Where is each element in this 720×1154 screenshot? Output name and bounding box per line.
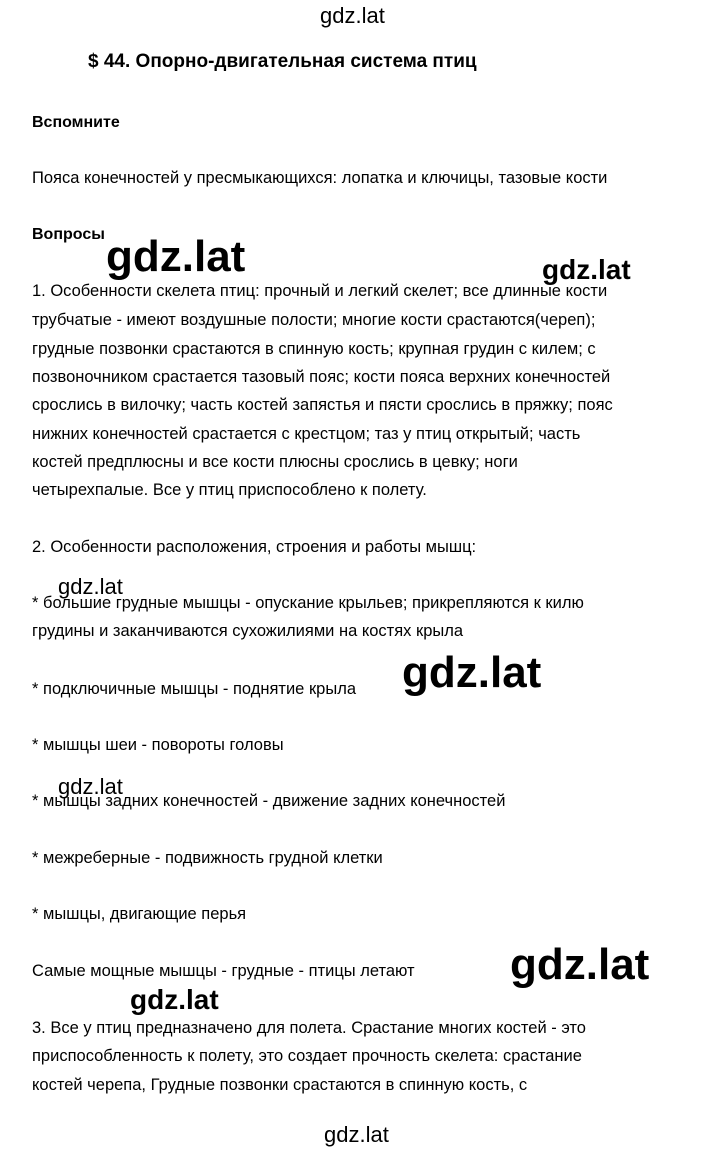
q1-line: грудные позвонки срастаются в спинную кость; крупная грудин с килем; с [32, 340, 596, 358]
remember-heading: Вспомните [32, 114, 120, 131]
q1-line: 1. Особенности скелета птиц: прочный и легкий скелет; все длинные кости [32, 282, 608, 300]
q1-line: срослись в вилочку; часть костей запястья и пясти срослись в пряжку; пояс [32, 396, 613, 414]
q2-item: * подключичные мышцы - поднятие крыла [32, 680, 356, 698]
q3-line: костей черепа, Грудные позвонки срастаются в спинную кость, с [32, 1076, 528, 1094]
watermark: gdz.lat [130, 984, 219, 1015]
q1-line: трубчатые - имеют воздушные полости; многие кости срастаются(череп); [32, 311, 596, 329]
watermark: gdz.lat [58, 774, 123, 799]
q1-line: нижних конечностей срастается с крестцом; таз у птиц открытый; часть [32, 425, 581, 443]
watermark: gdz.lat [402, 648, 542, 697]
q2-item: * мышцы шеи - повороты головы [32, 736, 284, 754]
watermark: gdz.lat [510, 940, 650, 989]
q1-line: четырехпалые. Все у птиц приспособлено к полету. [32, 481, 427, 499]
q2-item: * мышцы, двигающие перья [32, 905, 247, 923]
q3-line: 3. Все у птиц предназначено для полета. Срастание многих костей - это [32, 1019, 586, 1037]
page-title: $ 44. Опорно-двигательная система птиц [88, 51, 477, 72]
watermark: gdz.lat [542, 254, 631, 285]
watermark: gdz.lat [58, 574, 123, 599]
q2-item: * межреберные - подвижность грудной клетки [32, 849, 383, 867]
questions-heading: Вопросы [32, 226, 105, 243]
q3-line: приспособленность к полету, это создает прочность скелета: срастание [32, 1047, 582, 1065]
q2-item-line: грудины и заканчиваются сухожилиями на костях крыла [32, 622, 464, 640]
q2-item: * мышцы задних конечностей - движение задних конечностей [32, 792, 506, 810]
q2-item-line: * большие грудные мышцы - опускание крыльев; прикрепляются к килю [32, 594, 584, 612]
q1-line: позвоночником срастается тазовый пояс; кости пояса верхних конечностей [32, 368, 611, 386]
q2-summary: Самые мощные мышцы - грудные - птицы летают [32, 962, 415, 980]
watermark-bottom: gdz.lat [324, 1122, 389, 1147]
watermark-top: gdz.lat [320, 3, 385, 28]
q2-intro: 2. Особенности расположения, строения и работы мышц: [32, 538, 477, 556]
watermark: gdz.lat [106, 232, 246, 281]
q1-line: костей предплюсны и все кости плюсны срослись в цевку; ноги [32, 453, 518, 471]
remember-text: Пояса конечностей у пресмыкающихся: лопатка и ключицы, тазовые кости [32, 169, 608, 187]
